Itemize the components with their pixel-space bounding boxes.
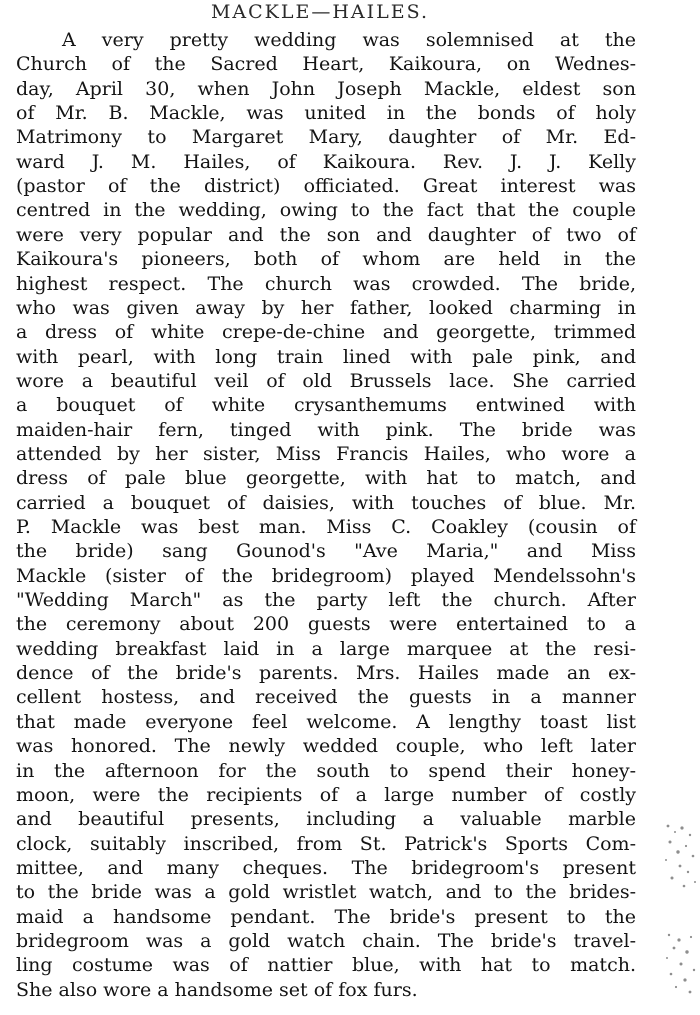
- article-line: to the bride was a gold wristlet watch, and to the brides-: [16, 881, 636, 904]
- article-line: cellent hostess, and received the guests in a manner: [16, 686, 636, 709]
- article-line: maid a handsome pendant. The bride's present to the: [16, 905, 636, 928]
- article-line: the ceremony about 200 guests were entertained to a: [16, 613, 636, 636]
- article-line: dress of pale blue georgette, with hat to match, and: [16, 467, 636, 490]
- article-line: moon, were the recipients of a large number of costly: [16, 783, 636, 806]
- article-line: dence of the bride's parents. Mrs. Hailes made an ex-: [16, 662, 636, 685]
- article-line: Church of the Sacred Heart, Kaikoura, on Wednes-: [16, 53, 636, 76]
- scan-noise-mark-lower: [660, 930, 700, 1000]
- article-line: with pearl, with long train lined with pale pink, and: [16, 345, 636, 368]
- article-line: ling costume was of nattier blue, with hat to match.: [16, 954, 636, 977]
- article-line: attended by her sister, Miss Francis Hailes, who wore a: [16, 442, 636, 465]
- article-headline: MACKLE—HAILES.: [210, 1, 430, 23]
- article-line: A very pretty wedding was solemnised at the: [62, 29, 636, 51]
- article-line: centred in the wedding, owing to the fact that the couple: [16, 199, 636, 222]
- article-line: who was given away by her father, looked charming in: [16, 296, 636, 319]
- article-line: that made everyone feel welcome. A lengthy toast list: [16, 710, 636, 733]
- article-line: ward J. M. Hailes, of Kaikoura. Rev. J. J. Kelly: [16, 150, 636, 173]
- article-line: a dress of white crepe-de-chine and georgette, trimmed: [16, 321, 636, 344]
- article-line: "Wedding March" as the party left the church. After: [16, 589, 636, 612]
- article-line: highest respect. The church was crowded. The bride,: [16, 272, 636, 295]
- article-line: carried a bouquet of daisies, with touches of blue. Mr.: [16, 491, 636, 514]
- article-line: Matrimony to Margaret Mary, daughter of Mr. Ed-: [16, 126, 636, 149]
- article-line: and beautiful presents, including a valuable marble: [16, 808, 636, 831]
- article-line: day, April 30, when John Joseph Mackle, eldest son: [16, 77, 636, 100]
- article-line: (pastor of the district) officiated. Great interest was: [16, 175, 636, 198]
- article-line: She also wore a handsome set of fox furs.: [16, 978, 418, 1001]
- article-line: maiden-hair fern, tinged with pink. The bride was: [16, 418, 636, 441]
- article-line: in the afternoon for the south to spend their honey-: [16, 759, 636, 782]
- article-line: the bride) sang Gounod's "Ave Maria," and Miss: [16, 540, 636, 563]
- article-line: wore a beautiful veil of old Brussels lace. She carried: [16, 369, 636, 392]
- article-line: were very popular and the son and daughter of two of: [16, 223, 636, 246]
- article-line: was honored. The newly wedded couple, who left later: [16, 735, 636, 758]
- article-line: of Mr. B. Mackle, was united in the bonds of holy: [16, 102, 636, 125]
- article-line: bridegroom was a gold watch chain. The bride's travel-: [16, 929, 636, 952]
- article-line: Mackle (sister of the bridegroom) played Mendelssohn's: [16, 564, 636, 587]
- article-line: mittee, and many cheques. The bridegroom's present: [16, 856, 636, 879]
- article-line: a bouquet of white crysanthemums entwined with: [16, 394, 636, 417]
- article-line: clock, suitably inscribed, from St. Patrick's Sports Com-: [16, 832, 636, 855]
- article-line: P. Mackle was best man. Miss C. Coakley (cousin of: [16, 516, 636, 538]
- article-line: wedding breakfast laid in a large marquee at the resi-: [16, 637, 636, 660]
- article-line: Kaikoura's pioneers, both of whom are held in the: [16, 248, 636, 271]
- scan-noise-mark: [660, 820, 700, 890]
